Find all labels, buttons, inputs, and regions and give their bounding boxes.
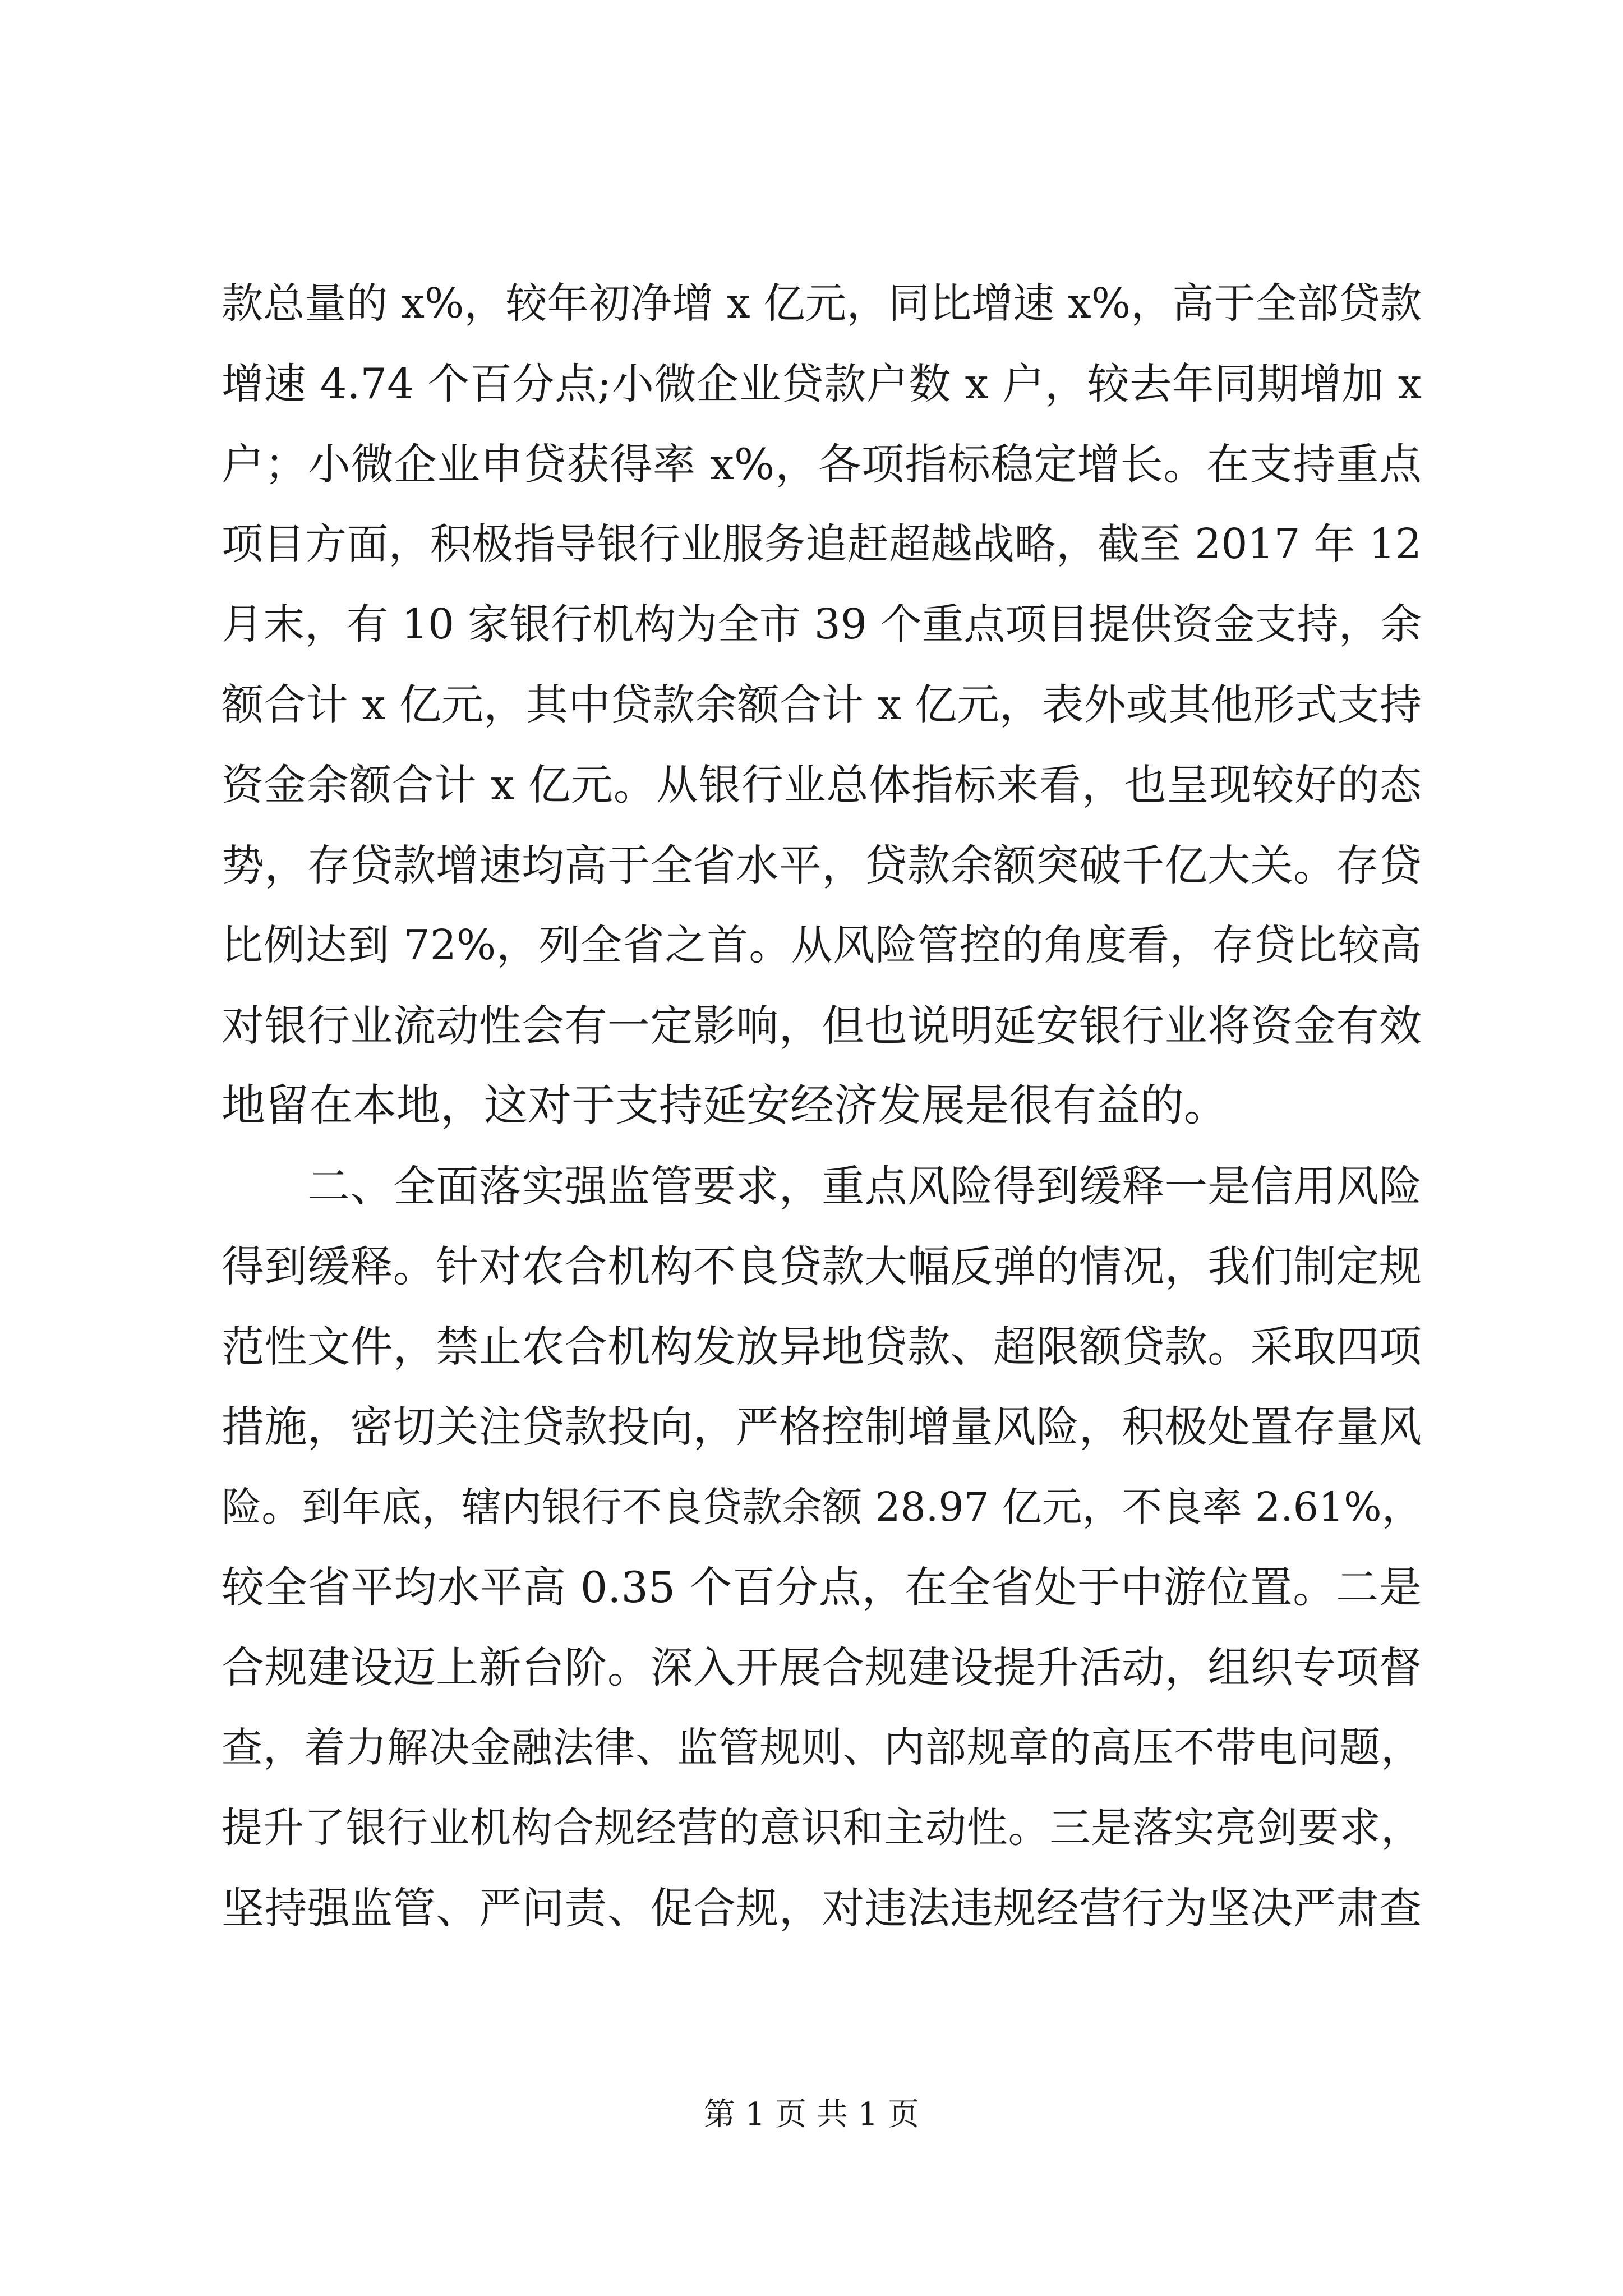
text-line: 较全省平均水平高 0.35 个百分点，在全省处于中游位置。二是 — [222, 1562, 1422, 1612]
text-line: 范性文件，禁止农合机构发放异地贷款、超限额贷款。采取四项 — [222, 1322, 1422, 1372]
text-line: 险。到年底，辖内银行不良贷款余额 28.97 亿元，不良率 2.61%， — [222, 1484, 1422, 1530]
text-line: 地留在本地，这对于支持延安经济发展是很有益的。 — [222, 1080, 1228, 1131]
text-line: 提升了银行业机构合规经营的意识和主动性。三是落实亮剑要求， — [222, 1804, 1422, 1852]
text-line: 得到缓释。针对农合机构不良贷款大幅反弹的情况，我们制定规 — [222, 1241, 1422, 1291]
page-footer: 第 1 页 共 1 页 — [703, 2096, 920, 2133]
text-line: 资金余额合计 x 亿元。从银行业总体指标来看，也呈现较好的态 — [222, 760, 1422, 809]
text-line: 坚持强监管、严问责、促合规，对违法违规经营行为坚决严肃查 — [222, 1883, 1422, 1933]
text-line: 比例达到 72%，列全省之首。从风险管控的角度看，存贷比较高 — [222, 921, 1422, 969]
text-line: 增速 4.74 个百分点;小微企业贷款户数 x 户，较去年同期增加 x — [222, 359, 1422, 408]
text-line: 查，着力解决金融法律、监管规则、内部规章的高压不带电问题， — [222, 1724, 1422, 1772]
text-line: 势，存贷款增速均高于全省水平，贷款余额突破千亿大关。存贷 — [222, 840, 1422, 890]
text-line: 月末，有 10 家银行机构为全市 39 个重点项目提供资金支持，余 — [222, 600, 1422, 648]
text-line: 措施，密切关注贷款投向，严格控制增量风险，积极处置存量风 — [222, 1402, 1422, 1452]
text-line: 额合计 x 亿元，其中贷款余额合计 x 亿元，表外或其他形式支持 — [222, 680, 1422, 729]
text-line: 项目方面，积极指导银行业服务追赶超越战略，截至 2017 年 12 — [222, 520, 1422, 568]
body-text — [222, 264, 1422, 1948]
text-line: 款总量的 x%，较年初净增 x 亿元，同比增速 x%，高于全部贷款 — [222, 279, 1422, 328]
text-line: 合规建设迈上新台阶。深入开展合规建设提升活动，组织专项督 — [222, 1642, 1422, 1692]
text-line: 户；小微企业申贷获得率 x%，各项指标稳定增长。在支持重点 — [222, 439, 1422, 489]
text-line: 二、全面落实强监管要求，重点风险得到缓释一是信用风险 — [222, 1161, 1422, 1211]
text-line: 对银行业流动性会有一定影响，但也说明延安银行业将资金有效 — [222, 1001, 1422, 1051]
